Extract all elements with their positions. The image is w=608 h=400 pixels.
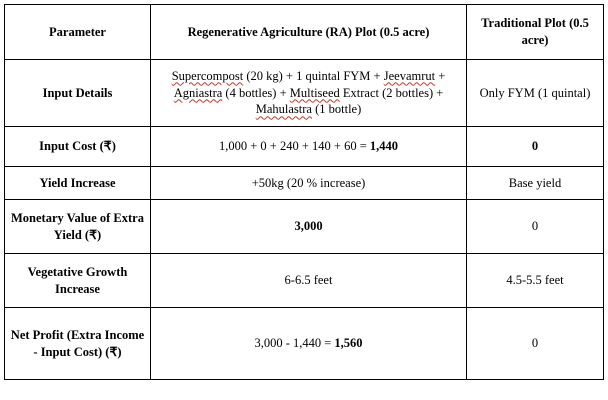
ra-net-profit-total: 1,560 [334, 336, 363, 351]
traditional-input-details: Only FYM (1 quintal) [467, 60, 604, 127]
ra-input-details [151, 60, 467, 127]
label-net-profit: Net Profit (Extra Income - Input Cost) (₹) [5, 308, 151, 380]
ra-input-cost-total: 1,440 [369, 139, 398, 154]
row-input-cost [5, 127, 604, 167]
term-supercompost: Supercompost [171, 68, 244, 83]
ra-net-profit-expression: 3,000 - 1,440 = [254, 336, 335, 351]
traditional-vegetative-growth: 4.5-5.5 feet [467, 254, 604, 308]
ra-yield-increase: +50kg (20 % increase) [151, 167, 467, 200]
term-agniastra: Agniastra [173, 85, 223, 100]
label-vegetative-growth: Vegetative Growth Increase [5, 254, 151, 308]
label-yield-increase: Yield Increase [5, 167, 151, 200]
ra-vegetative-growth: 6-6.5 feet [151, 254, 467, 308]
comparison-table [4, 4, 604, 380]
row-input-details [5, 60, 604, 127]
ra-input-cost [151, 127, 467, 167]
row-net-profit [5, 308, 604, 380]
row-monetary-value [5, 200, 604, 254]
header-traditional-plot: Traditional Plot (0.5 acre) [467, 5, 604, 60]
header-ra-plot: Regenerative Agriculture (RA) Plot (0.5 acre) [151, 5, 467, 60]
ra-input-text-4: Extract (2 bottles) + [339, 85, 444, 100]
ra-input-text-3: (4 bottles) + [222, 85, 290, 100]
ra-input-text-1: (20 kg) + 1 quintal FYM + [243, 68, 384, 83]
traditional-yield-increase: Base yield [467, 167, 604, 200]
row-vegetative-growth [5, 254, 604, 308]
ra-input-text-2: + [435, 68, 446, 83]
label-input-details: Input Details [5, 60, 151, 127]
ra-input-text-5: (1 bottle) [311, 102, 362, 117]
ra-net-profit [151, 308, 467, 380]
term-mahulastra: Mahulastra [255, 102, 312, 117]
label-input-cost: Input Cost (₹) [5, 127, 151, 167]
header-row [5, 5, 604, 60]
term-multiseed: Multiseed [289, 85, 340, 100]
ra-input-cost-expression: 1,000 + 0 + 240 + 140 + 60 = [219, 139, 370, 154]
label-monetary-value: Monetary Value of Extra Yield (₹) [5, 200, 151, 254]
ra-monetary-value: 3,000 [151, 200, 467, 254]
traditional-input-cost: 0 [467, 127, 604, 167]
traditional-net-profit: 0 [467, 308, 604, 380]
row-yield-increase [5, 167, 604, 200]
traditional-monetary-value: 0 [467, 200, 604, 254]
comparison-table-wrapper [4, 4, 604, 380]
term-jeevamrut: Jeevamrut [383, 68, 436, 83]
header-parameter: Parameter [5, 5, 151, 60]
